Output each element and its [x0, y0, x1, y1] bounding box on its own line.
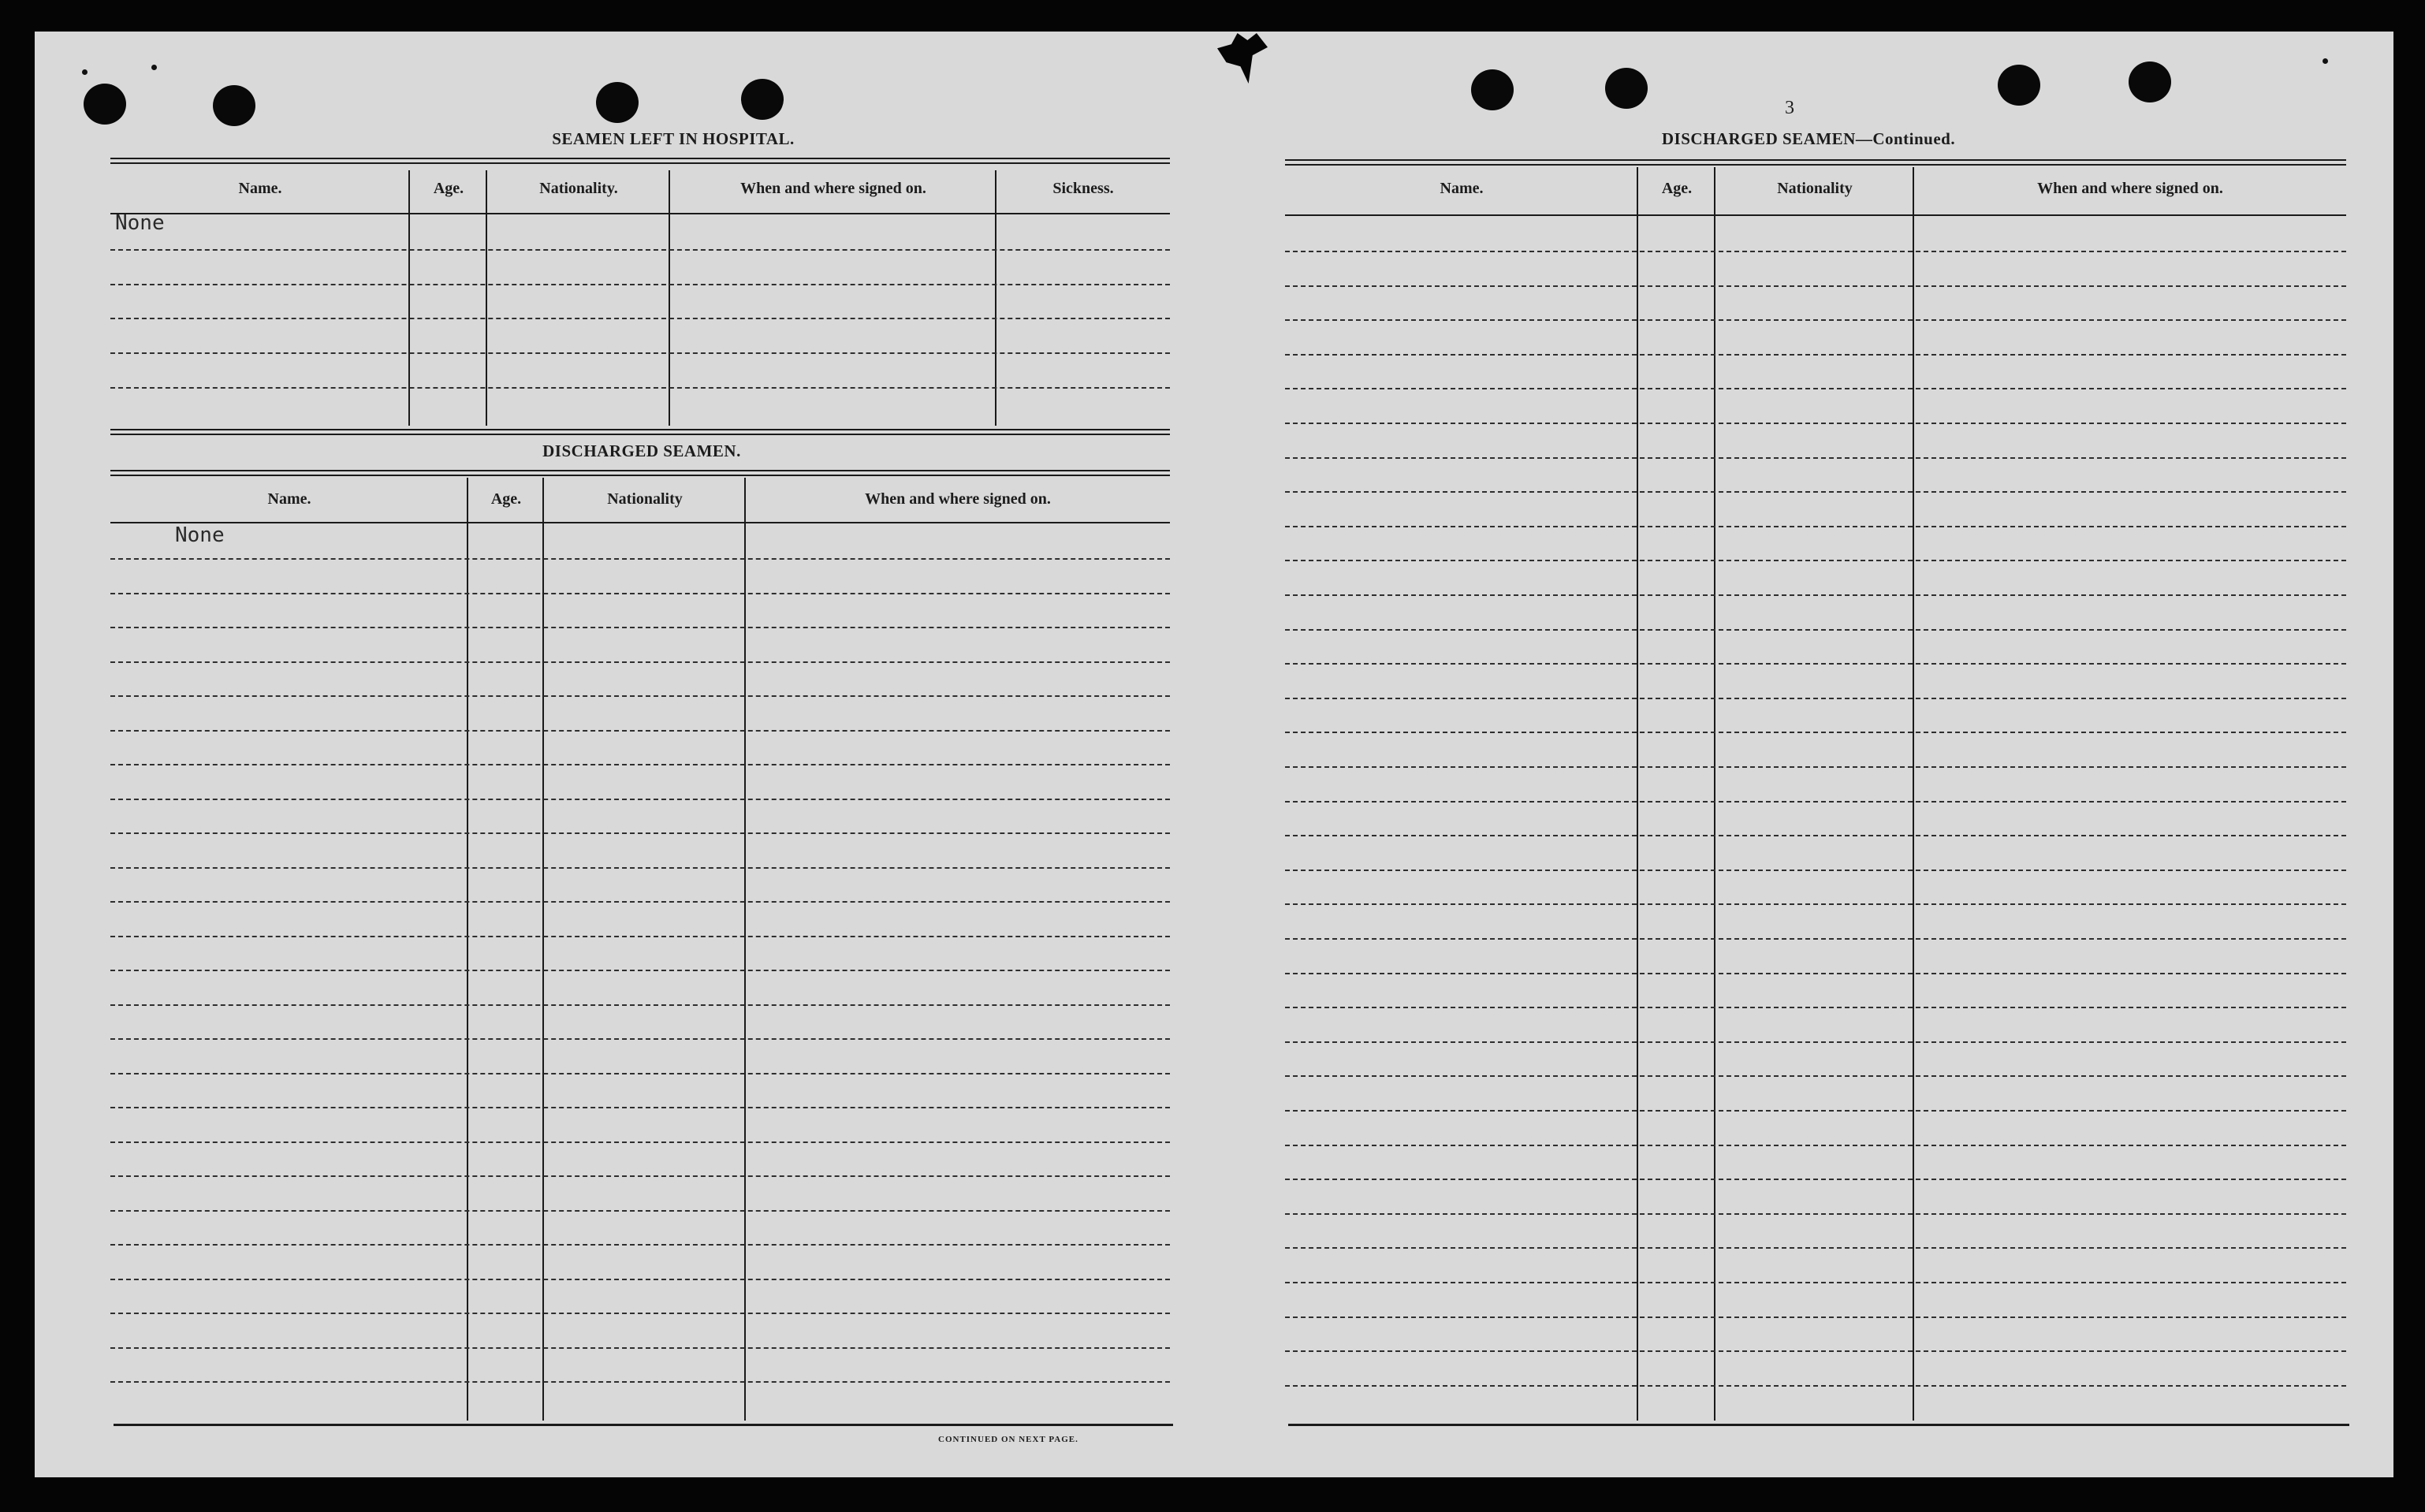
ruled-line	[1285, 835, 2346, 836]
right-col-signed-on: When and where signed on.	[2037, 180, 2223, 197]
ruled-line	[110, 318, 1170, 319]
ruled-line	[1285, 491, 2346, 493]
ruled-line	[1285, 354, 2346, 356]
punch-hole	[213, 85, 255, 126]
ruled-line	[110, 1038, 1170, 1040]
punch-hole	[84, 84, 126, 125]
punch-hole	[596, 82, 639, 123]
ruled-line	[110, 1004, 1170, 1006]
ruled-line	[1285, 319, 2346, 321]
ruled-line	[1285, 698, 2346, 699]
ruled-line	[110, 627, 1170, 628]
discharged-top-rule	[110, 470, 1170, 476]
punch-hole	[1605, 68, 1648, 109]
punch-hole	[741, 79, 784, 120]
ruled-line	[110, 1279, 1170, 1280]
ruled-line	[1285, 1350, 2346, 1352]
ruled-line	[110, 730, 1170, 732]
ruled-line	[1285, 1075, 2346, 1077]
ruled-line	[1285, 1213, 2346, 1215]
right-col-age: Age.	[1661, 180, 1693, 197]
ruled-line	[110, 1107, 1170, 1108]
ruled-line	[1285, 629, 2346, 631]
hospital-col-nationality: Nationality.	[539, 180, 618, 197]
ruled-line	[110, 1175, 1170, 1177]
ruled-line	[110, 799, 1170, 800]
ruled-line	[1285, 457, 2346, 459]
discharged-section-title: DISCHARGED SEAMEN.	[542, 441, 741, 460]
discharged-col-name: Name.	[267, 490, 311, 508]
ruled-line	[110, 1210, 1170, 1212]
ruled-line	[1285, 903, 2346, 905]
speck	[82, 69, 88, 75]
ruled-line	[1285, 1041, 2346, 1043]
ruled-line	[1285, 1110, 2346, 1112]
right-bottom-rule	[1288, 1424, 2349, 1426]
ruled-line	[1285, 1007, 2346, 1008]
ruled-line	[110, 387, 1170, 389]
hospital-col-signed-on: When and where signed on.	[740, 180, 926, 197]
ruled-line	[1285, 594, 2346, 596]
ruled-line	[110, 1313, 1170, 1314]
ruled-line	[110, 558, 1170, 560]
ruled-line	[1285, 870, 2346, 871]
ruled-line	[110, 1073, 1170, 1074]
ruled-line	[1285, 423, 2346, 424]
ruled-line	[1285, 766, 2346, 768]
ruled-line	[1285, 973, 2346, 974]
page-number: 3	[1785, 98, 1794, 118]
hospital-section-title: SEAMEN LEFT IN HOSPITAL.	[552, 129, 795, 148]
ruled-line	[110, 661, 1170, 663]
ruled-line	[1285, 251, 2346, 252]
hospital-bottom-rule	[110, 429, 1170, 435]
ruled-line	[1285, 1247, 2346, 1249]
discharged-entry-name: None	[175, 523, 225, 547]
ruled-line	[110, 695, 1170, 697]
ruled-line	[110, 832, 1170, 834]
ruled-line	[1285, 1385, 2346, 1387]
hospital-col-name: Name.	[238, 180, 282, 197]
hospital-entry-name: None	[115, 211, 165, 235]
ruled-line	[110, 593, 1170, 594]
ruled-line	[110, 867, 1170, 869]
torn-edge	[1217, 33, 1268, 84]
hospital-col-sickness: Sickness.	[1052, 180, 1114, 197]
right-col-nationality: Nationality	[1777, 180, 1853, 197]
ruled-line	[110, 284, 1170, 285]
ruled-line	[110, 936, 1170, 937]
form-sheet	[35, 32, 2393, 1477]
ruled-line	[1285, 560, 2346, 561]
punch-hole	[2129, 61, 2171, 102]
discharged-col-nationality: Nationality	[607, 490, 683, 508]
ruled-line	[1285, 1282, 2346, 1283]
hospital-top-rule	[110, 158, 1170, 164]
punch-hole	[1998, 65, 2040, 106]
ruled-line	[1285, 663, 2346, 665]
hospital-header-rule	[110, 213, 1170, 214]
ruled-line	[1285, 285, 2346, 287]
right-col-name: Name.	[1440, 180, 1484, 197]
discharged-col-age: Age.	[490, 490, 522, 508]
ruled-line	[1285, 1316, 2346, 1318]
ruled-line	[110, 764, 1170, 765]
ruled-line	[110, 352, 1170, 354]
ruled-line	[110, 249, 1170, 251]
right-top-rule	[1285, 159, 2346, 166]
left-bottom-rule	[114, 1424, 1173, 1426]
hospital-col-age: Age.	[433, 180, 464, 197]
ruled-line	[110, 1141, 1170, 1143]
right-header-rule	[1285, 214, 2346, 216]
ruled-line	[110, 1244, 1170, 1246]
ruled-line	[1285, 388, 2346, 389]
continued-section-title: DISCHARGED SEAMEN—Continued.	[1661, 129, 1956, 148]
discharged-col-signed-on: When and where signed on.	[865, 490, 1051, 508]
ruled-line	[1285, 801, 2346, 803]
ruled-line	[1285, 938, 2346, 940]
punch-hole	[1471, 69, 1514, 110]
ruled-line	[110, 1347, 1170, 1349]
ruled-line	[110, 970, 1170, 971]
ruled-line	[1285, 526, 2346, 527]
ruled-line	[110, 901, 1170, 903]
speck	[151, 65, 157, 70]
ruled-line	[110, 1381, 1170, 1383]
speck	[2323, 58, 2328, 64]
ruled-line	[1285, 732, 2346, 733]
continued-note: CONTINUED ON NEXT PAGE.	[938, 1435, 1078, 1444]
ruled-line	[1285, 1179, 2346, 1180]
ruled-line	[1285, 1145, 2346, 1146]
discharged-header-rule	[110, 522, 1170, 523]
